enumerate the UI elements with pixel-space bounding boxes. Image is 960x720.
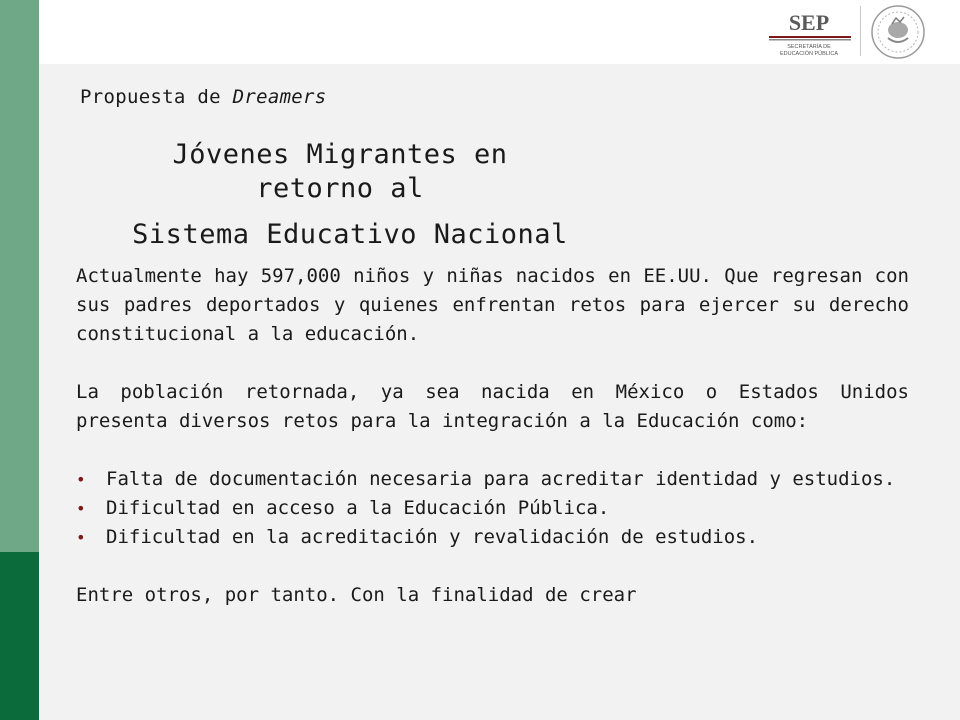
svg-text:EDUCACIÓN PÚBLICA: EDUCACIÓN PÚBLICA [779, 51, 839, 57]
sidebar-accent-light [0, 0, 39, 552]
paragraph-3: Entre otros, por tanto. Con la finalidad de crear [76, 584, 637, 606]
svg-text:SEP: SEP [788, 10, 830, 35]
bullet-icon: • [76, 528, 86, 547]
challenges-list [76, 465, 909, 552]
subtitle-prefix: Propuesta de [80, 86, 233, 108]
paragraph-2: La población retornada, ya sea nacida en México o Estados Unidos presenta diversos retos para la integración a la Educación como: [76, 381, 909, 432]
logo-divider [860, 6, 861, 56]
bullet-icon: • [76, 470, 86, 489]
national-seal-icon [870, 4, 926, 60]
title-line-1: Jóvenes Migrantes en [172, 139, 508, 170]
bullet-icon: • [76, 499, 86, 518]
svg-text:SECRETARÍA DE: SECRETARÍA DE [787, 44, 831, 50]
list-item: • Dificultad en la acreditación y revalidación de estudios. [76, 523, 909, 552]
sidebar-accent-dark [0, 552, 39, 720]
list-item: • Dificultad en acceso a la Educación Pública. [76, 494, 909, 523]
title-line-2: retorno al [256, 173, 424, 204]
title-line-3: Sistema Educativo Nacional [132, 219, 568, 250]
slide-subtitle [80, 86, 327, 108]
paragraph-1: Actualmente hay 597,000 niños y niñas nacidos en EE.UU. Que regresan con sus padres deportados y quienes enfrentan retos para ejercer su derecho constitucional a la educación. [76, 265, 909, 345]
slide-title [90, 138, 590, 206]
subtitle-italic: Dreamers [232, 86, 327, 108]
slide-body [76, 262, 909, 610]
list-item: • Falta de documentación necesaria para acreditar identidad y estudios. [76, 465, 909, 494]
sep-logo [765, 8, 855, 60]
